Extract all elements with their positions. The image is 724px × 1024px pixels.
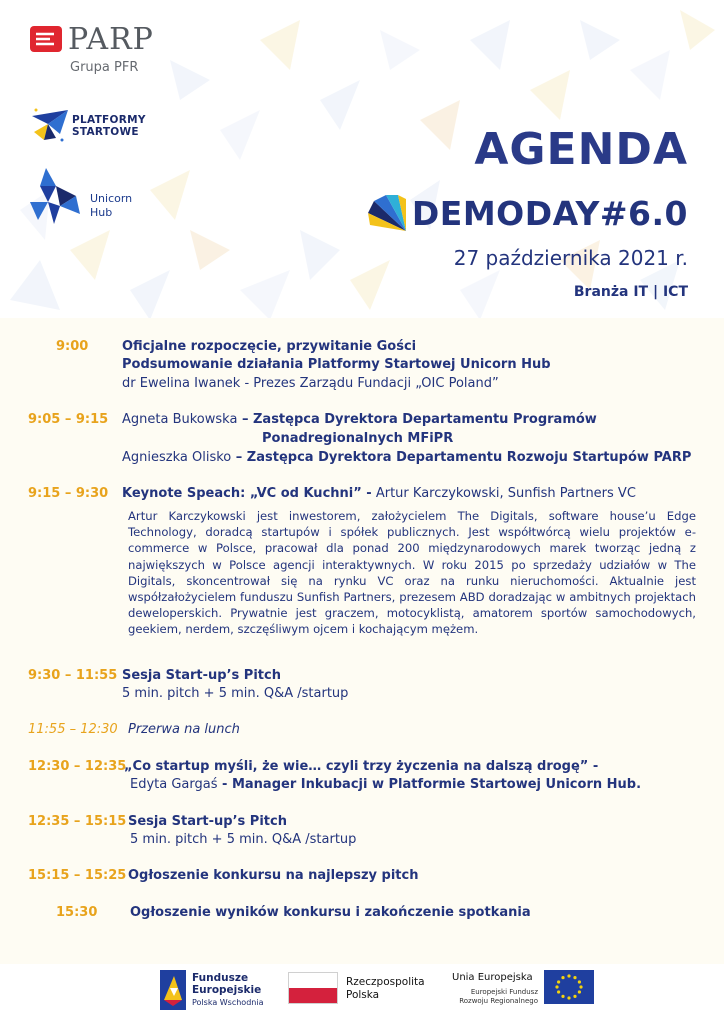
event-date: 27 października 2021 r. — [453, 246, 688, 270]
ue-line1: Unia Europejska — [452, 972, 533, 983]
event-name: DEMODAY#6.0 — [411, 193, 688, 233]
agenda-speaker-1 — [122, 411, 597, 429]
speaker-name: Edyta Gargaś — [130, 777, 218, 792]
keynote-heading — [122, 485, 636, 503]
speaker-role: - Manager Inkubacji w Platformie Startowej Unicorn Hub. — [217, 777, 642, 792]
platformy-line1: PLATFORMY — [72, 114, 146, 126]
fe-line1: Fundusze — [192, 972, 249, 984]
unicorn-line2: Hub — [90, 206, 113, 219]
speaker-1-role: – Zastępca Dyrektora Departamentu Programów — [237, 412, 597, 427]
ue-line2: Europejski Fundusz — [470, 988, 538, 996]
agenda-title: Sesja Start-up’s Pitch — [128, 814, 287, 829]
keynote-speaker: Artur Karczykowski, Sunfish Partners VC — [371, 486, 636, 501]
speaker-2-role: – Zastępca Dyrektora Departamentu Rozwoju Startupów PARP — [231, 450, 692, 465]
agenda-time: 9:05 – 9:15 — [28, 412, 109, 427]
platformy-startowe-logo — [30, 104, 160, 144]
agenda-speaker — [130, 776, 641, 794]
agenda-subtitle: 5 min. pitch + 5 min. Q&A /startup — [122, 686, 349, 701]
platformy-star-icon — [30, 104, 70, 144]
speaker-2-name: Agnieszka Olisko — [122, 450, 232, 465]
unicorn-hub-icon — [30, 168, 84, 226]
speaker-1-name: Agneta Bukowska — [122, 412, 238, 427]
rp-line2: Polska — [346, 989, 380, 1001]
agenda-speaker-2 — [122, 449, 691, 467]
eu-flag-icon — [544, 970, 594, 1004]
fundusze-europejskie-logo — [160, 968, 280, 1008]
unicorn-line1: Unicorn — [90, 192, 133, 205]
speaker-bio: Artur Karczykowski jest inwestorem, założycielem The Digitals, software house’u Edge Technology, doradcą startupów i spółek publicznych. Jest współtwórcą wielu projektów e-commerce w Polsce, pracował dla ponad 200 międzynarodowych marek tworząc jedną z największych w Polsce agencji interaktywnych. W roku 2015 po sprzedaży udziałów w The Digitals, skoncentrował się na rynku VC oraz na runku nieruchomości. Aktualnie jest współzałożycielem funduszu Sunfish Partners, prezesem ABD doradzając w ambitnych projektach deweloperskich. Prywatnie jest graczem, motocyklistą, amatorem sportów samochodowych, geekiem, nerdem, szczęśliwym ojcem i kochającym mężem. — [128, 509, 696, 637]
agenda-title: Ogłoszenie konkursu na najlepszy pitch — [128, 868, 419, 883]
agenda-title: Oficjalne rozpoczęcie, przywitanie Gości — [122, 339, 417, 354]
agenda-title-secondary: Podsumowanie działania Platformy Startowej Unicorn Hub — [122, 357, 551, 372]
agenda-title: Przerwa na lunch — [128, 722, 240, 737]
agenda-speaker: dr Ewelina Iwanek - Prezes Zarządu Fundacji „OIC Poland” — [122, 376, 499, 391]
agenda-title: Ogłoszenie wyników konkursu i zakończenie spotkania — [130, 905, 531, 920]
agenda-time: 11:55 – 12:30 — [28, 722, 118, 737]
fe-line2: Europejskie — [192, 984, 262, 996]
agenda-time: 12:30 – 12:35 — [28, 759, 127, 774]
agenda-time: 9:00 — [56, 339, 89, 354]
page-title: AGENDA — [474, 124, 688, 175]
speaker-1-role-cont: Ponadregionalnych MFiPR — [262, 431, 454, 446]
demoday-fan-icon — [368, 193, 408, 233]
event-name-row — [368, 190, 688, 236]
footer-logos — [0, 964, 724, 1024]
agenda-title: Sesja Start-up’s Pitch — [122, 668, 281, 683]
unia-europejska-logo — [448, 968, 598, 1008]
platformy-line2: STARTOWE — [72, 126, 139, 138]
parp-name: PARP — [68, 22, 154, 57]
agenda-time: 9:30 – 11:55 — [28, 668, 118, 683]
parp-sub: Grupa PFR — [70, 60, 139, 75]
agenda-title: „Co startup myśli, że wie… czyli trzy życzenia na dalszą drogę” - — [124, 759, 599, 774]
keynote-title: Keynote Speach: „VC od Kuchni” - — [122, 486, 372, 501]
unicorn-hub-logo — [30, 168, 160, 228]
agenda-subtitle: 5 min. pitch + 5 min. Q&A /startup — [130, 832, 357, 847]
fe-line3: Polska Wschodnia — [192, 998, 264, 1007]
agenda-time: 15:30 — [56, 905, 98, 920]
polish-flag-icon — [288, 972, 338, 1004]
fundusze-star-icon — [160, 970, 186, 1010]
eu-stars-icon — [544, 970, 594, 1004]
event-industry: Branża IT | ICT — [573, 284, 688, 300]
ue-line3: Rozwoju Regionalnego — [459, 997, 538, 1005]
parp-logo — [30, 24, 180, 84]
rzeczpospolita-logo — [288, 968, 448, 1008]
agenda-time: 12:35 – 15:15 — [28, 814, 127, 829]
parp-mark-icon — [30, 26, 62, 52]
agenda-time: 15:15 – 15:25 — [28, 868, 127, 883]
agenda-time: 9:15 – 9:30 — [28, 486, 109, 501]
rp-line1: Rzeczpospolita — [346, 976, 425, 988]
